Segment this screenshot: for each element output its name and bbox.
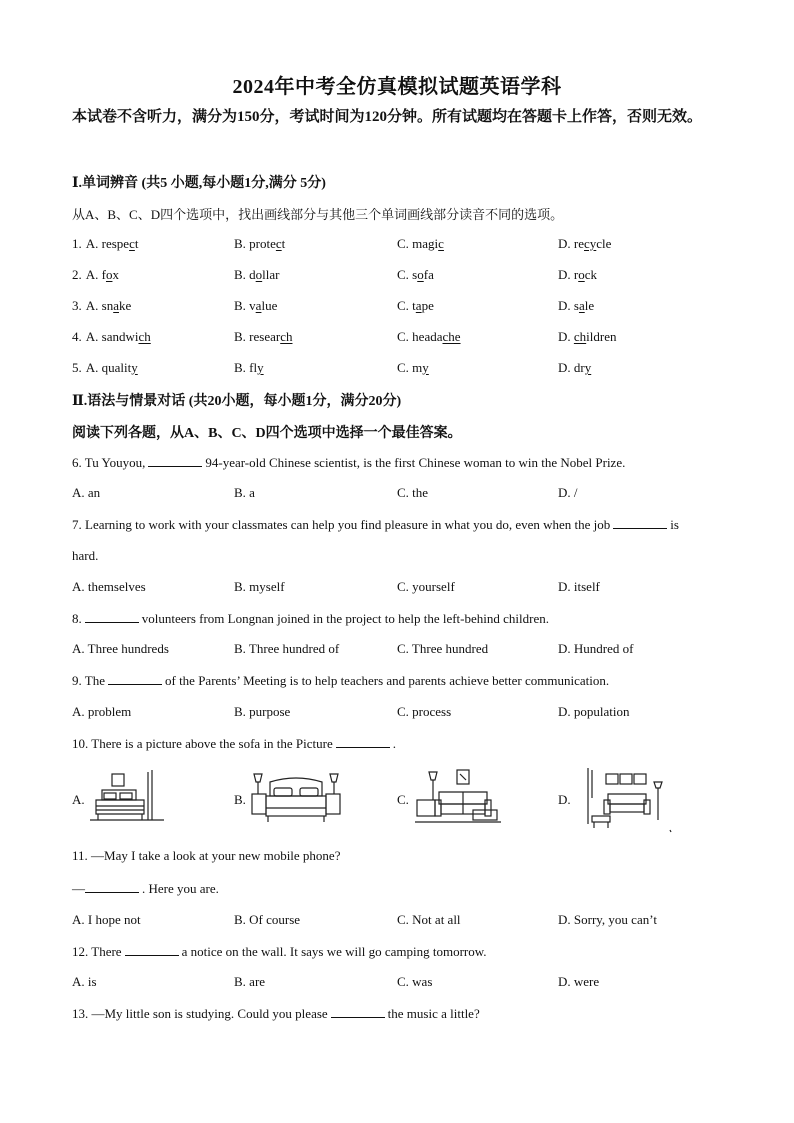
q5-option-a[interactable] — [72, 360, 138, 376]
answer-blank — [148, 454, 202, 467]
word-part: D. r — [558, 267, 579, 282]
q10-stem-pre: 10. There is a picture above the sofa in the Picture — [72, 736, 333, 751]
word-part: A. sn — [85, 298, 114, 313]
section2-instruction: 阅读下列各题，从A、B、C、D四个选项中选择一个最佳答案。 — [72, 426, 462, 441]
q12-option-d[interactable]: D. were — [558, 974, 600, 989]
section2-heading: Ⅱ.语法与情景对话 (共20小题，每小题1分，满分20分) — [72, 394, 402, 409]
question-10 — [72, 735, 396, 752]
q4-option-a[interactable] — [72, 329, 151, 345]
q4-option-b[interactable] — [234, 329, 292, 345]
answer-blank — [85, 880, 139, 893]
q1-option-d[interactable] — [558, 236, 611, 252]
q13-stem-post: the music a little? — [387, 1006, 480, 1021]
question-number: 2. — [72, 267, 82, 282]
underlined-part: ch — [138, 329, 151, 344]
q11-option-c[interactable]: C. Not at all — [397, 912, 461, 927]
q12-stem-pre: 12. There — [72, 944, 122, 959]
word-part: t — [281, 236, 286, 251]
q11-option-a[interactable]: A. I hope not — [72, 912, 141, 927]
question-number: 1. — [72, 236, 82, 251]
word-part: ildren — [586, 329, 617, 344]
q9-stem-pre: 9. The — [72, 673, 105, 688]
q6-option-a[interactable]: A. an — [72, 485, 101, 500]
q4-option-c[interactable] — [397, 329, 461, 345]
word-part: C. s — [397, 267, 418, 282]
q1-option-c[interactable] — [397, 236, 444, 252]
word-part: D. — [558, 329, 574, 344]
q10-option-d-label: D. — [558, 792, 571, 807]
answer-blank — [85, 610, 139, 623]
bedroom-picture-icon — [88, 768, 168, 828]
word-part: llar — [262, 267, 280, 282]
q2-option-b[interactable] — [234, 267, 280, 283]
underlined-part: a — [113, 298, 119, 313]
question-13 — [72, 1005, 480, 1022]
q3-option-a[interactable] — [72, 298, 131, 314]
q9-option-c[interactable]: C. process — [397, 704, 452, 719]
word-part: D. s — [558, 298, 579, 313]
word-part: C. heada — [397, 329, 443, 344]
word-part: A. sandwi — [85, 329, 139, 344]
q7-option-b[interactable]: B. myself — [234, 579, 285, 594]
underlined-part: cy — [584, 236, 597, 251]
q11-option-d[interactable]: D. Sorry, you can’t — [558, 912, 657, 927]
q7-option-c[interactable]: C. yourself — [397, 579, 455, 594]
question-number: 3. — [72, 298, 82, 313]
q12-option-a[interactable]: A. is — [72, 974, 97, 989]
bed-lamps-picture-icon — [250, 768, 342, 828]
sofa-lamp-picture-icon — [413, 768, 503, 828]
underlined-part: c — [275, 236, 282, 251]
word-part: B. prote — [234, 236, 276, 251]
word-part: cle — [596, 236, 612, 251]
q6-option-d[interactable]: D. / — [558, 485, 578, 500]
word-part: C. m — [397, 360, 423, 375]
word-part: B. v — [234, 298, 256, 313]
word-part: C. magi — [397, 236, 439, 251]
word-part: ke — [118, 298, 132, 313]
q3-option-d[interactable] — [558, 298, 594, 314]
q10-stem-post: . — [392, 736, 397, 751]
section1-heading: Ⅰ.单词辨音 (共5 小题,每小题1分,满分 5分) — [72, 176, 326, 191]
sofa-picture-above-icon — [574, 768, 674, 834]
underlined-part: o — [417, 267, 424, 282]
word-part: x — [112, 267, 119, 282]
q2-option-c[interactable] — [397, 267, 434, 283]
q8-option-a[interactable]: A. Three hundreds — [72, 641, 169, 656]
q9-option-b[interactable]: B. purpose — [234, 704, 291, 719]
underlined-part: c — [438, 236, 444, 251]
underlined-part: a — [578, 298, 585, 313]
q8-stem-post: volunteers from Longnan joined in the project to help the left-behind children. — [141, 611, 549, 626]
question-6 — [72, 454, 625, 471]
underlined-part: y — [584, 360, 592, 375]
exam-intro: 本试卷不含听力，满分为150分，考试时间为120分钟。所有试题均在答题卡上作答，否则无效。 — [72, 109, 703, 125]
word-part: pe — [421, 298, 434, 313]
q3-option-c[interactable] — [397, 298, 434, 314]
underlined-part: o — [105, 267, 113, 282]
word-part: B. d — [234, 267, 256, 282]
section1-instruction: 从A、B、C、D四个选项中，找出画线部分与其他三个单词画线部分读音不同的选项。 — [72, 207, 564, 222]
q1-option-a[interactable] — [72, 236, 138, 252]
q8-option-c[interactable]: C. Three hundred — [397, 641, 489, 656]
answer-blank — [125, 943, 179, 956]
question-number: 4. — [72, 329, 82, 344]
q8-option-b[interactable]: B. Three hundred of — [234, 641, 340, 656]
q10-option-a-label: A. — [72, 792, 85, 807]
q13-stem-pre: 13. —My little son is studying. Could you please — [72, 1006, 328, 1021]
q7-stem-pre: 7. Learning to work with your classmates can help you find pleasure in what you do, even when the job — [72, 517, 611, 532]
q1-option-b[interactable] — [234, 236, 285, 252]
q6-option-b[interactable]: B. a — [234, 485, 255, 500]
q6-stem-post: 94-year-old Chinese scientist, is the first Chinese woman to win the Nobel Prize. — [205, 455, 626, 470]
q3-option-b[interactable] — [234, 298, 277, 314]
q10-option-b-label: B. — [234, 792, 246, 807]
underlined-part: y — [257, 360, 264, 375]
question-12 — [72, 943, 487, 960]
underlined-part: o — [578, 267, 585, 282]
underlined-part: c — [129, 236, 135, 251]
word-part: D. re — [558, 236, 584, 251]
q5-option-b[interactable] — [234, 360, 264, 376]
q12-stem-post: a notice on the wall. It says we will go camping tomorrow. — [181, 944, 487, 959]
q8-option-d[interactable]: D. Hundred of — [558, 641, 634, 656]
q9-option-a[interactable]: A. problem — [72, 704, 132, 719]
answer-blank — [108, 672, 162, 685]
q6-stem-pre: 6. Tu Youyou, — [72, 455, 146, 470]
q10-option-c-label: C. — [397, 792, 409, 807]
underlined-part: o — [255, 267, 263, 282]
word-part: C. t — [397, 298, 416, 313]
question-number: 5. — [72, 360, 82, 375]
q2-option-d[interactable] — [558, 267, 597, 283]
q11-option-b[interactable]: B. Of course — [234, 912, 301, 927]
word-part: B. resear — [234, 329, 281, 344]
word-part: fa — [423, 267, 434, 282]
question-7 — [72, 516, 679, 533]
q5-option-d[interactable] — [558, 360, 591, 376]
word-part: B. fl — [234, 360, 258, 375]
word-part: t — [134, 236, 139, 251]
q7-stem-cont: hard. — [72, 548, 99, 563]
answer-blank — [331, 1005, 385, 1018]
q11-reply — [72, 880, 219, 897]
underlined-part: che — [442, 329, 461, 344]
answer-blank — [336, 735, 390, 748]
q9-option-d[interactable]: D. population — [558, 704, 630, 719]
q7-option-d[interactable]: D. itself — [558, 579, 600, 594]
q5-option-c[interactable] — [397, 360, 429, 376]
underlined-part: y — [422, 360, 429, 375]
q4-option-d[interactable] — [558, 329, 617, 345]
q7-option-a[interactable]: A. themselves — [72, 579, 146, 594]
q12-option-c[interactable]: C. was — [397, 974, 433, 989]
underlined-part: y — [131, 360, 138, 375]
word-part: A. f — [85, 267, 106, 282]
word-part: A. respe — [85, 236, 130, 251]
q12-option-b[interactable]: B. are — [234, 974, 266, 989]
question-9 — [72, 672, 609, 689]
word-part: D. dr — [558, 360, 585, 375]
question-8 — [72, 610, 549, 627]
answer-blank — [613, 516, 667, 529]
page-title: 2024年中考全仿真模拟试题英语学科 — [232, 76, 562, 98]
underlined-part: ch — [573, 329, 587, 344]
underlined-part: ch — [280, 329, 293, 344]
underlined-part: a — [255, 298, 262, 313]
q2-option-a[interactable] — [72, 267, 119, 283]
word-part: A. qualit — [85, 360, 132, 375]
q9-stem-post: of the Parents’ Meeting is to help teachers and parents achieve better communication. — [164, 673, 610, 688]
underlined-part: a — [415, 298, 422, 313]
word-part: lue — [261, 298, 278, 313]
q11-reply-post: . Here you are. — [142, 881, 219, 896]
question-11: 11. —May I take a look at your new mobile phone? — [72, 848, 341, 863]
q11-reply-pre: — — [72, 881, 85, 896]
q8-stem-pre: 8. — [72, 611, 82, 626]
q7-stem-post: is — [670, 517, 679, 532]
word-part: le — [584, 298, 595, 313]
q6-option-c[interactable]: C. the — [397, 485, 429, 500]
word-part: ck — [584, 267, 597, 282]
